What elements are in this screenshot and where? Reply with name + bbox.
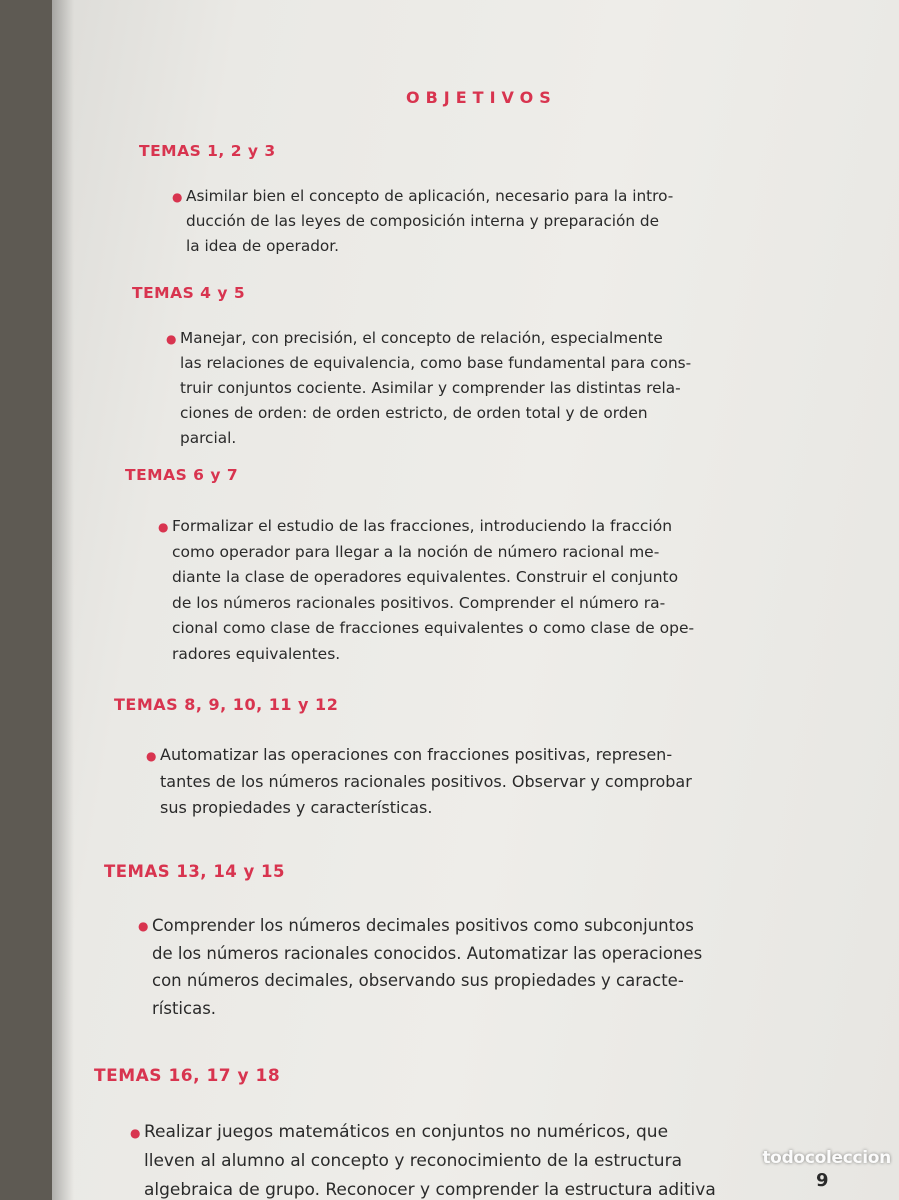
text-line: Formalizar el estudio de las fracciones, introduciendo la fracción [172,517,673,535]
text-line: Comprender los números decimales positivos como subconjuntos [152,916,694,935]
text-line: ducción de las leyes de composición interna y preparación de [186,212,660,230]
bullet-icon: ● [130,1126,141,1140]
section-heading: TEMAS 8, 9, 10, 11 y 12 [114,695,339,714]
text-line: las relaciones de equivalencia, como base fundamental para cons- [180,354,692,372]
section-paragraph [172,184,826,259]
text-line: de los números racionales positivos. Comprender el número ra- [172,593,666,612]
section-paragraph [138,912,852,1022]
page-gutter-shadow [52,0,74,1200]
text-line: cional como clase de fracciones equivalentes o como clase de ope- [172,619,695,637]
bullet-icon: ● [172,190,183,204]
section-heading: TEMAS 13, 14 y 15 [104,862,285,881]
text-line: radores equivalentes. [172,644,341,663]
page-number: 9 [816,1170,829,1191]
bullet-icon: ● [146,749,157,763]
text-line: tantes de los números racionales positivos. Observar y comprobar [160,771,692,791]
bullet-icon: ● [158,520,169,534]
text-line: algebraica de grupo. Reconocer y comprender la estructura aditiva [144,1180,716,1200]
text-line: ciones de orden: de orden estricto, de orden total y de orden [180,404,648,422]
text-line: de los números racionales conocidos. Automatizar las operaciones [152,943,703,963]
text-line: Manejar, con precisión, el concepto de relación, especialmente [180,329,663,347]
text-line: la idea de operador. [186,237,340,255]
text-line: rísticas. [152,998,217,1018]
section-heading: TEMAS 1, 2 y 3 [139,142,276,160]
watermark-logo: todocoleccion [762,1148,891,1168]
document-page [52,0,899,1200]
section-paragraph [130,1118,854,1200]
bullet-icon: ● [138,919,149,933]
text-line: diante la clase de operadores equivalentes. Construir el conjunto [172,568,679,586]
page-title: OBJETIVOS [406,88,557,107]
section-heading: TEMAS 6 y 7 [125,466,239,484]
section-heading: TEMAS 4 y 5 [132,284,246,302]
text-line: Realizar juegos matemáticos en conjuntos no numéricos, que [144,1122,669,1142]
section-paragraph [166,326,830,451]
section-paragraph [146,742,840,822]
text-line: parcial. [180,429,237,447]
bullet-icon: ● [166,332,177,346]
text-line: Automatizar las operaciones con fracciones positivas, represen- [160,745,673,764]
section-heading: TEMAS 16, 17 y 18 [94,1066,281,1086]
text-line: como operador para llegar a la noción de número racional me- [172,542,660,561]
text-line: sus propiedades y características. [160,798,433,817]
text-line: Asimilar bien el concepto de aplicación, necesario para la intro- [186,187,674,205]
text-line: lleven al alumno al concepto y reconocimiento de la estructura [144,1151,682,1171]
section-paragraph [158,514,832,667]
text-line: con números decimales, observando sus propiedades y caracte- [152,971,684,990]
text-line: truir conjuntos cociente. Asimilar y comprender las distintas rela- [180,379,681,397]
